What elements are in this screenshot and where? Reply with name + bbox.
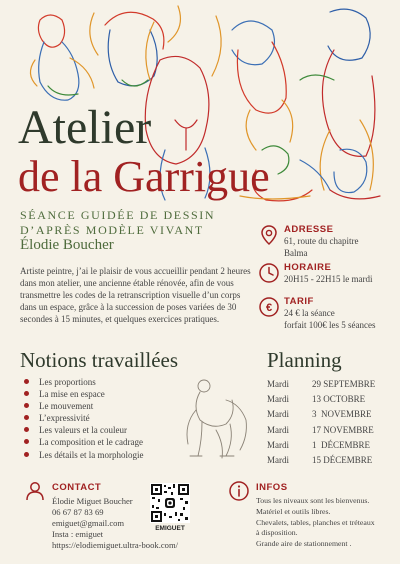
subtitle-line-2: D’APRÈS MODÈLE VIVANT bbox=[20, 223, 204, 237]
clock-icon bbox=[258, 262, 280, 284]
plan-day: Mardi bbox=[267, 439, 289, 450]
list-item: La mise en espace bbox=[24, 388, 143, 400]
qr-label: EMIGUET bbox=[155, 525, 185, 532]
contact-email[interactable]: emiguet@gmail.com bbox=[52, 518, 125, 528]
title-line-2: de la Garrigue bbox=[18, 152, 270, 201]
list-item: Les valeurs et la couleur bbox=[24, 424, 143, 436]
table-row bbox=[267, 379, 387, 394]
info-icon bbox=[228, 480, 250, 502]
infos-line: Tous les niveaux sont les bienvenus. bbox=[256, 496, 370, 505]
plan-day: Mardi bbox=[267, 379, 289, 389]
contact-label: CONTACT bbox=[52, 482, 102, 493]
plan-day: Mardi bbox=[267, 424, 289, 435]
table-row bbox=[267, 409, 387, 424]
person-icon bbox=[24, 480, 46, 502]
price-line-2: forfait 100€ les 5 séances bbox=[284, 320, 376, 330]
list-item: Les proportions bbox=[24, 376, 143, 388]
list-item: La composition et le cadrage bbox=[24, 436, 143, 448]
address-line-2: Balma bbox=[284, 248, 308, 258]
notions-list bbox=[24, 376, 143, 461]
subtitle bbox=[20, 208, 215, 238]
list-item: Les détails et la morphologie bbox=[24, 449, 143, 461]
plan-day: Mardi bbox=[267, 394, 289, 405]
table-row bbox=[267, 455, 387, 470]
address-label: ADRESSE bbox=[284, 224, 334, 235]
table-row bbox=[267, 394, 387, 409]
contact-name: Élodie Miguet Boucher bbox=[52, 496, 133, 506]
list-item: Le mouvement bbox=[24, 400, 143, 412]
plan-date: 29 SEPTEMBRE bbox=[312, 379, 376, 389]
plan-date: 13 OCTOBRE bbox=[312, 394, 366, 405]
title-line-1: Atelier bbox=[18, 101, 152, 154]
contact-site-link[interactable]: https://elodiemiguet.ultra-book.com/ bbox=[52, 540, 179, 550]
infos-line: Matériel et outils libres. bbox=[256, 507, 331, 516]
table-row bbox=[267, 425, 387, 440]
svg-text:€: € bbox=[265, 302, 273, 314]
contact-insta[interactable]: Insta : emiguet bbox=[52, 529, 104, 539]
qr-code[interactable] bbox=[150, 483, 190, 523]
map-pin-icon bbox=[258, 224, 280, 246]
subtitle-line-1: SÉANCE GUIDÉE DE DESSIN bbox=[20, 208, 216, 222]
plan-date: 17 NOVEMBRE bbox=[312, 424, 374, 435]
plan-day: Mardi bbox=[267, 454, 289, 465]
planning-table bbox=[267, 379, 387, 470]
crouching-figure-sketch bbox=[170, 370, 260, 460]
plan-date: 3 NOVEMBRE bbox=[312, 409, 372, 420]
schedule-label: HORAIRE bbox=[284, 262, 332, 273]
table-row bbox=[267, 440, 387, 455]
planning-title: Planning bbox=[267, 348, 342, 372]
list-item: L’expressivité bbox=[24, 412, 143, 424]
price-line-1: 24 € la séance bbox=[284, 308, 335, 318]
infos-label: INFOS bbox=[256, 482, 288, 493]
intro-text: Artiste peintre, j’ai le plaisir de vous accueillir pendant 2 heures dans mon atelier, une ancienne étable rénovée, afin de vous transmettre les codes de la retranscription visuelle d’un corps dans un espace, grâce à la succession de poses variées de 30 secondes à 15 minutes, et quelques exercices pratiques. bbox=[20, 266, 251, 324]
plan-day: Mardi bbox=[267, 409, 289, 420]
contact-phone[interactable]: 06 67 87 83 69 bbox=[52, 507, 104, 517]
plan-date: 1 DÉCEMBRE bbox=[312, 439, 371, 450]
euro-icon bbox=[258, 296, 280, 318]
schedule-line-1: 20H15 - 22H15 le mardi bbox=[284, 274, 373, 284]
plan-date: 15 DÉCEMBRE bbox=[312, 454, 373, 465]
infos-line: à disposition. bbox=[256, 528, 298, 537]
price-label: TARIF bbox=[284, 296, 314, 307]
notions-title: Notions travaillées bbox=[20, 348, 179, 372]
infos-line: Grande aire de stationnement . bbox=[256, 539, 352, 548]
address-line-1: 61, route du chapitre bbox=[284, 236, 359, 246]
author-name: Élodie Boucher bbox=[20, 237, 114, 253]
infos-line: Chevalets, tables, planches et tréteaux bbox=[256, 518, 375, 527]
